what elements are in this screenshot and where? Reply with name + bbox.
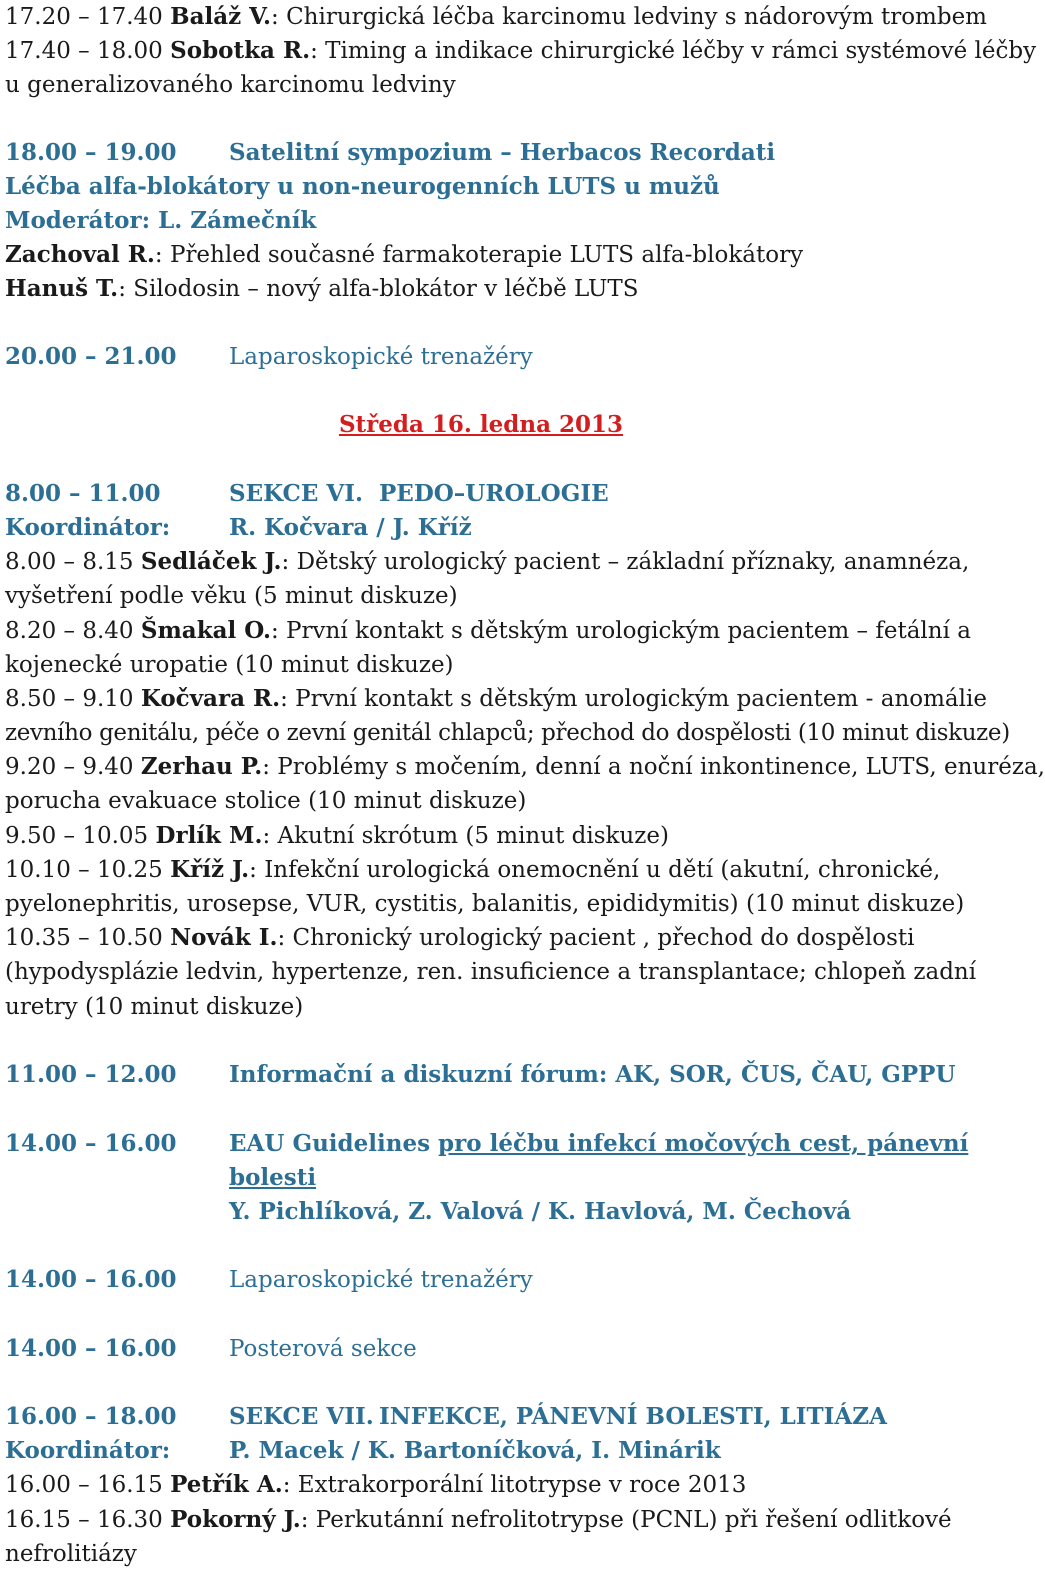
talk-continuation: uretry (10 minut diskuze) xyxy=(5,994,304,1020)
talk-author: Kříž J. xyxy=(170,856,250,883)
talk-continuation: porucha evakuace stolice (10 minut diskuze) xyxy=(5,788,527,814)
session-header xyxy=(5,1127,969,1161)
session-title: Posterová sekce xyxy=(229,1336,417,1362)
talk-author: Pokorný J. xyxy=(170,1506,301,1533)
session-title: Laparoskopické trenažéry xyxy=(229,1267,533,1293)
talk-title: : Timing a indikace chirurgické léčby v rámci systémové léčby xyxy=(310,38,1037,64)
session-header xyxy=(5,136,776,170)
coordinator-label: Koordinátor: xyxy=(5,1437,171,1464)
talk-time: 8.50 – 9.10 xyxy=(5,686,141,712)
talk-time: 16.15 – 16.30 xyxy=(5,1507,171,1533)
session-title: Laparoskopické trenažéry xyxy=(229,344,533,370)
section-label: SEKCE VI. xyxy=(229,480,363,507)
moderator: Moderátor: L. Zámečník xyxy=(5,207,317,234)
talk-title: : Extrakorporální litotrypse v roce 2013 xyxy=(282,1472,747,1498)
talk-time: 10.35 – 10.50 xyxy=(5,925,171,951)
talk-line xyxy=(5,853,940,887)
session-header xyxy=(5,340,533,374)
talk-author: Novák I. xyxy=(170,924,278,951)
session-subtitle: Léčba alfa-blokátory u non-neurogenních LUTS u mužů xyxy=(5,173,720,200)
talk-author: Zerhau P. xyxy=(140,753,263,780)
talk-time: 9.20 – 9.40 xyxy=(5,754,141,780)
talk-author: Drlík M. xyxy=(155,822,263,849)
talk-title: : Chirurgická léčba karcinomu ledviny s nádorovým trombem xyxy=(271,4,987,30)
session-time: 14.00 – 16.00 xyxy=(5,1335,177,1362)
talk-time: 9.50 – 10.05 xyxy=(5,823,156,849)
section-name: INFEKCE, PÁNEVNÍ BOLESTI, LITIÁZA xyxy=(379,1403,887,1430)
talk-line xyxy=(5,272,639,306)
talk-time: 17.20 – 17.40 xyxy=(5,4,163,30)
session-time: 14.00 – 16.00 xyxy=(5,1130,177,1157)
session-time: 8.00 – 11.00 xyxy=(5,480,161,507)
talk-line xyxy=(5,1468,746,1502)
talk-time: 17.40 – 18.00 xyxy=(5,38,163,64)
talk-title: : Infekční urologická onemocnění u dětí (akutní, chronické, xyxy=(249,857,941,883)
talk-author: Hanuš T. xyxy=(5,275,119,302)
talk-author: Zachoval R. xyxy=(5,241,155,268)
talk-title: : Přehled současné farmakoterapie LUTS alfa-blokátory xyxy=(154,242,804,268)
session-header xyxy=(5,1263,533,1297)
talk-continuation: pyelonephritis, urosepse, VUR, cystitis, balanitis, epididymitis) (10 minut diskuze) xyxy=(5,891,965,917)
talk-author: Sobotka R. xyxy=(170,37,311,64)
talk-time: 16.00 – 16.15 xyxy=(5,1472,171,1498)
talk-continuation: u generalizovaného karcinomu ledviny xyxy=(5,72,456,98)
talk-continuation: (hypodysplázie ledvin, hypertenze, ren. insuficience a transplantace; chlopeň zadní xyxy=(5,959,977,985)
talk-title: : První kontakt s dětským urologickým pacientem – fetální a xyxy=(271,618,971,644)
talk-title: : Chronický urologický pacient , přechod do dospělosti xyxy=(277,925,915,951)
talk-line xyxy=(5,34,1036,68)
talk-continuation: kojenecké uropatie (10 minut diskuze) xyxy=(5,652,454,678)
talk-author: Baláž V. xyxy=(170,3,272,30)
session-title xyxy=(229,1127,968,1161)
talk-continuation: vyšetření podle věku (5 minut diskuze) xyxy=(5,583,458,609)
talk-line xyxy=(5,1503,952,1537)
session-title: Informační a diskuzní fórum: AK, SOR, ČUS, ČAU, GPPU xyxy=(229,1061,956,1088)
talk-continuation: zevního genitálu, péče o zevní genitál chlapců; přechod do dospělosti (10 minut diskuze) xyxy=(5,720,1010,746)
coordinator-label: Koordinátor: xyxy=(5,514,171,541)
talk-time: 10.10 – 10.25 xyxy=(5,857,171,883)
talk-continuation: nefrolitiázy xyxy=(5,1541,137,1567)
talk-author: Šmakal O. xyxy=(140,617,271,644)
section-name: PEDO–UROLOGIE xyxy=(379,480,609,507)
coordinator-line xyxy=(5,1434,721,1468)
session-authors: Y. Pichlíková, Z. Valová / K. Havlová, M. Čechová xyxy=(229,1198,852,1225)
talk-author: Petřík A. xyxy=(170,1471,283,1498)
session-time: 18.00 – 19.00 xyxy=(5,139,177,166)
section-label: SEKCE VII. xyxy=(229,1403,374,1430)
talk-title: : Silodosin – nový alfa-blokátor v léčbě LUTS xyxy=(118,276,639,302)
talk-title: : Akutní skrótum (5 minut diskuze) xyxy=(262,823,669,849)
talk-line xyxy=(5,819,669,853)
coordinator-line xyxy=(5,511,472,545)
section-header xyxy=(5,477,609,511)
session-title-a: EAU Guidelines xyxy=(229,1130,439,1157)
session-title-link[interactable]: bolesti xyxy=(229,1164,317,1191)
talk-title: : Perkutánní nefrolitotrypse (PCNL) při řešení odlitkové xyxy=(300,1507,952,1533)
talk-author: Kočvara R. xyxy=(140,685,281,712)
session-title: Satelitní sympozium – Herbacos Recordati xyxy=(229,139,776,166)
talk-line xyxy=(5,0,987,34)
session-time: 20.00 – 21.00 xyxy=(5,343,177,370)
talk-line xyxy=(5,921,915,955)
session-time: 14.00 – 16.00 xyxy=(5,1266,177,1293)
session-time: 16.00 – 18.00 xyxy=(5,1403,177,1430)
session-time: 11.00 – 12.00 xyxy=(5,1061,177,1088)
talk-title: : Problémy s močením, denní a noční inkontinence, LUTS, enuréza, xyxy=(262,754,1045,780)
coordinator-names: R. Kočvara / J. Kříž xyxy=(229,514,472,541)
talk-line xyxy=(5,545,969,579)
talk-title: : První kontakt s dětským urologickým pacientem - anomálie xyxy=(280,686,987,712)
session-header xyxy=(5,1332,417,1366)
talk-time: 8.20 – 8.40 xyxy=(5,618,141,644)
session-header xyxy=(5,1058,956,1092)
talk-line xyxy=(5,614,971,648)
talk-line xyxy=(5,682,987,716)
talk-line xyxy=(5,238,803,272)
talk-author: Sedláček J. xyxy=(140,548,282,575)
talk-line xyxy=(5,750,1045,784)
talk-time: 8.00 – 8.15 xyxy=(5,549,141,575)
session-title-link[interactable]: pro léčbu infekcí močových cest, pánevní xyxy=(438,1130,969,1157)
day-heading: Středa 16. ledna 2013 xyxy=(338,411,624,438)
section-header xyxy=(5,1400,887,1434)
coordinator-names: P. Macek / K. Bartoníčková, I. Minárik xyxy=(229,1437,721,1464)
talk-title: : Dětský urologický pacient – základní příznaky, anamnéza, xyxy=(281,549,970,575)
